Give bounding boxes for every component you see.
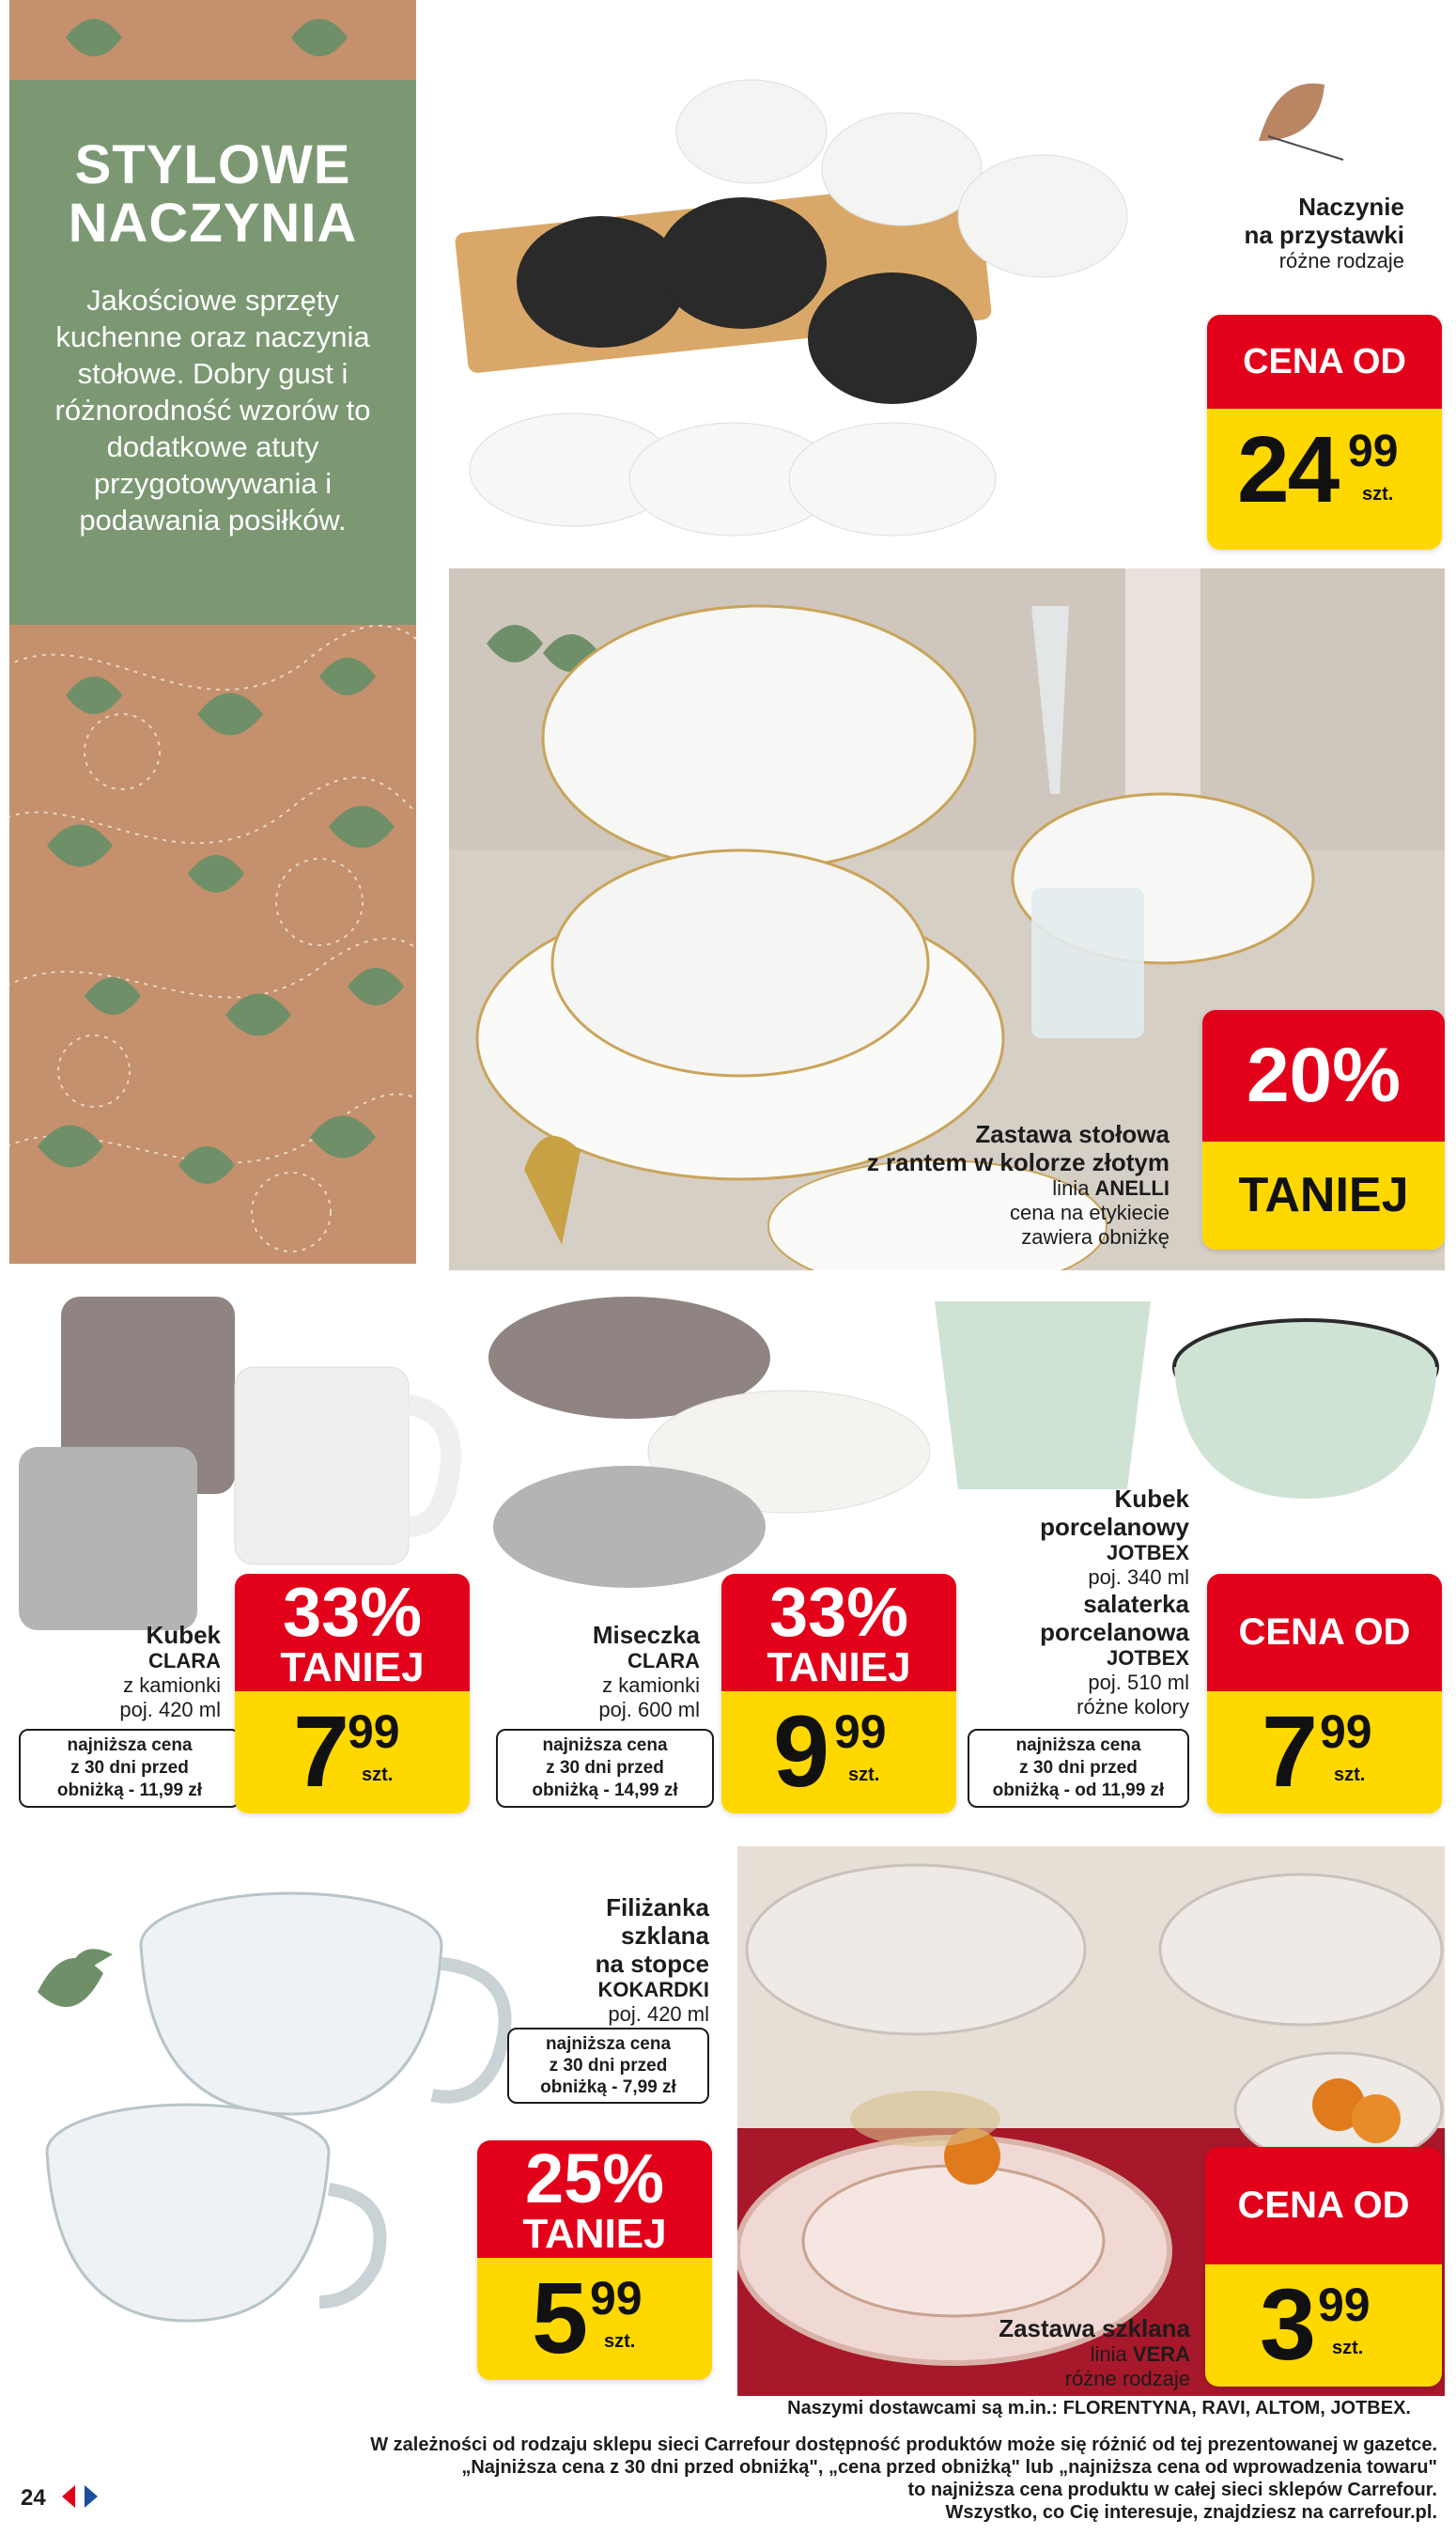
mug-clara-sub2: poj. 420 ml — [119, 1698, 221, 1721]
cup-kokardki-l1: Filiżanka — [606, 1893, 709, 1921]
anelli-line5: zawiera obniżkę — [1021, 1225, 1169, 1249]
cup-kokardki-l2: szklana — [621, 1921, 709, 1950]
appetizer-dishes-photo — [432, 38, 1259, 545]
cup-kokardki-l5: poj. 420 ml — [608, 2002, 709, 2026]
appetizer-price-main: 24 — [1237, 417, 1339, 522]
jotbex-text — [968, 1485, 1189, 1719]
anelli-badge-percent: 20% — [1202, 1010, 1445, 1142]
cup-kokardki-lowest-price-note — [507, 2028, 709, 2104]
vera-badge-label: CENA OD — [1205, 2147, 1442, 2264]
mug-clara-lowest-price-note — [19, 1729, 240, 1808]
banner-title-line2: NACZYNIA — [68, 193, 358, 254]
jotbex-lowest-price-note — [968, 1729, 1189, 1808]
appetizer-sub: różne rodzaje — [1278, 249, 1404, 272]
cup-kokardki-note1: najniższa — [545, 2034, 626, 2054]
bowl-clara-lowest-price-note — [496, 1729, 714, 1808]
legal-line1: W zależności od rodzaju sklepu sieci Carrefour dostępność produktów może się różnić od tej prezentowanej w gazetce. — [370, 2434, 1437, 2455]
mug-clara-note1: najniższa cena — [67, 1735, 193, 1755]
banner-title-line1: STYLOWE — [74, 134, 351, 195]
anelli-line3-caps: ANELLI — [1094, 1176, 1169, 1200]
cup-kokardki-unit: szt. — [604, 2331, 636, 2352]
cup-kokardki-price-main: 5 — [532, 2261, 587, 2374]
mug-clara-price-badge — [235, 1574, 470, 1813]
cup-kokardki-badge-taniej: TANIEJ — [522, 2211, 667, 2257]
jotbex-l2: porcelanowy — [1040, 1513, 1189, 1541]
mug-clara-unit: szt. — [362, 1765, 394, 1785]
jotbex-l1: Kubek — [1114, 1485, 1189, 1513]
anelli-line4: cena na etykiecie — [1010, 1201, 1169, 1224]
legal-line3: to najniższa cena produktu w całej sieci sklepów Carrefour. — [907, 2480, 1437, 2500]
anelli-line2: z rantem w kolorze złotym — [866, 1148, 1169, 1176]
cup-kokardki-note4: obniżką - 7,99 zł — [540, 2077, 676, 2097]
vera-l2-prefix: linia — [1090, 2342, 1133, 2366]
jotbex-unit: szt. — [1334, 1765, 1366, 1785]
vera-l1: Zastawa szklana — [999, 2314, 1190, 2342]
appetizer-badge-label: CENA OD — [1207, 315, 1442, 409]
promo-banner — [9, 80, 416, 625]
jotbex-l7: JOTBEX — [1106, 1646, 1189, 1670]
bowl-clara-unit: szt. — [848, 1765, 880, 1785]
appetizer-price-cents: 99 — [1348, 427, 1399, 476]
jotbex-note1: najniższa cena — [1015, 1735, 1141, 1755]
suppliers-note: Naszymi dostawcami są m.in.: FLORENTYNA, RAVI, ALTOM, JOTBEX. — [787, 2398, 1411, 2418]
cup-kokardki-note2: cena — [629, 2034, 672, 2054]
mug-clara-sub1: z kamionki — [123, 1673, 221, 1697]
bowl-clara-name: Miseczka — [592, 1621, 700, 1649]
appetizer-name-line2: na przystawki — [1244, 221, 1404, 249]
cup-kokardki-text — [507, 1893, 709, 2027]
anelli-badge-taniej: TANIEJ — [1202, 1142, 1445, 1250]
jotbex-price-badge — [1207, 1574, 1442, 1813]
cup-kokardki-note3: z 30 dni przed — [549, 2056, 668, 2076]
leaf-decoration-icon — [1240, 56, 1353, 169]
anelli-discount-badge — [1202, 1010, 1445, 1250]
cup-kokardki-price-cents: 99 — [590, 2272, 643, 2325]
jotbex-price-main: 7 — [1262, 1694, 1317, 1808]
legal-line2: „Najniższa cena z 30 dni przed obniżką", „cena przed obniżką" lub „najniższa cena od wprowadzenia towaru" — [461, 2457, 1437, 2478]
vera-price-cents: 99 — [1318, 2278, 1371, 2331]
vera-l2-caps: VERA — [1132, 2342, 1190, 2366]
appetizer-text — [1160, 193, 1404, 273]
banner-title — [9, 136, 416, 253]
bowl-clara-text — [526, 1621, 700, 1722]
bowl-clara-note3: obniżką - 14,99 zł — [532, 1781, 678, 1800]
cup-kokardki-l3: na stopce — [595, 1950, 709, 1978]
bowl-clara-price-main: 9 — [773, 1694, 829, 1808]
mug-clara-note2: z 30 dni przed — [70, 1758, 189, 1778]
bowl-clara-note2: z 30 dni przed — [546, 1758, 664, 1778]
vera-price-main: 3 — [1260, 2267, 1315, 2381]
anelli-text — [775, 1120, 1169, 1250]
cup-kokardki-l4: KOKARDKI — [597, 1978, 709, 2001]
banner-description: Jakościowe sprzęty kuchenne oraz naczynia stołowe. Dobry gust i różnorodność wzorów to dodatkowe atuty przygotowywania i podawania posiłków. — [54, 284, 371, 537]
mug-clara-text — [56, 1621, 221, 1722]
cup-kokardki-badge-pct: 25% — [524, 2140, 665, 2217]
bowl-clara-sub1: z kamionki — [602, 1673, 700, 1697]
bowl-clara-sub2: poj. 600 ml — [598, 1698, 700, 1721]
jotbex-l8: poj. 510 ml — [1088, 1671, 1189, 1694]
legal-line4: Wszystko, co Cię interesuje, znajdziesz na carrefour.pl. — [945, 2502, 1437, 2523]
mug-clara-price-main: 7 — [293, 1694, 349, 1808]
appetizer-price-badge — [1207, 315, 1442, 550]
bowl-clara-price-badge — [721, 1574, 956, 1813]
cup-kokardki-price-badge — [477, 2140, 712, 2380]
jotbex-note2: z 30 dni przed — [1019, 1758, 1138, 1778]
cup-kokardki-photo — [19, 1879, 554, 2349]
jotbex-l6: porcelanowa — [1040, 1618, 1189, 1646]
vera-price-badge — [1205, 2147, 1442, 2387]
carrefour-logo-icon — [58, 2482, 101, 2511]
vera-unit: szt. — [1332, 2338, 1364, 2358]
mug-clara-badge-pct: 33% — [282, 1574, 423, 1651]
bowl-clara-badge-pct: 33% — [768, 1574, 909, 1651]
anelli-line1: Zastawa stołowa — [975, 1120, 1169, 1148]
bowl-clara-photo — [488, 1292, 930, 1593]
bowl-clara-note1: najniższa cena — [542, 1735, 668, 1755]
jotbex-l5: salaterka — [1083, 1590, 1189, 1618]
page-number: 24 — [21, 2485, 46, 2511]
jotbex-badge-label: CENA OD — [1207, 1574, 1442, 1691]
anelli-line3-prefix: linia — [1052, 1176, 1095, 1200]
jotbex-note3: obniżką - od 11,99 zł — [992, 1781, 1165, 1800]
bowl-clara-price-cents: 99 — [834, 1705, 887, 1758]
jotbex-l3: JOTBEX — [1106, 1541, 1189, 1564]
jotbex-l4: poj. 340 ml — [1088, 1565, 1189, 1589]
jotbex-mug-bowl-photo — [925, 1292, 1447, 1517]
bowl-clara-line: CLARA — [627, 1649, 700, 1672]
bowl-clara-badge-taniej: TANIEJ — [767, 1644, 911, 1690]
mug-clara-line: CLARA — [148, 1649, 221, 1672]
vera-l3: różne rodzaje — [1064, 2367, 1190, 2390]
mug-clara-name: Kubek — [146, 1621, 221, 1649]
appetizer-name-line1: Naczynie — [1298, 193, 1404, 221]
mug-clara-price-cents: 99 — [348, 1705, 400, 1758]
mug-clara-badge-taniej: TANIEJ — [280, 1644, 425, 1690]
vera-text — [946, 2314, 1190, 2391]
legal-disclaimer — [370, 2434, 1437, 2524]
jotbex-price-cents: 99 — [1320, 1705, 1372, 1758]
mug-clara-note3: obniżką - 11,99 zł — [56, 1781, 203, 1800]
appetizer-unit: szt. — [1362, 484, 1394, 505]
jotbex-l9: różne kolory — [1077, 1695, 1189, 1719]
